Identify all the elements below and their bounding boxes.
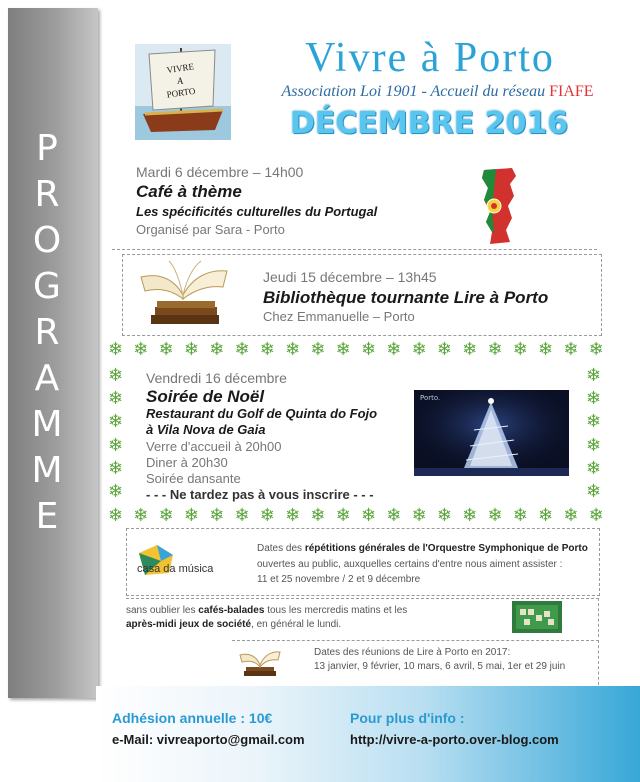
snowflake-icon: ❄ <box>360 505 377 525</box>
banner-letter: P <box>36 128 58 169</box>
programme-letters <box>8 126 86 540</box>
snowflake-icon: ❄ <box>108 365 124 385</box>
snowflake-icon: ❄ <box>411 339 427 359</box>
email-contact: e-Mail: vivreaporto@gmail.com <box>112 732 305 747</box>
snowflake-icon: ❄ <box>310 505 326 525</box>
snowflake-border-left <box>108 366 126 500</box>
banner-letter: E <box>35 496 59 537</box>
christmas-tree-photo <box>414 390 569 476</box>
event-place: Chez Emmanuelle – Porto <box>263 309 415 324</box>
banner-letter: R <box>34 174 60 215</box>
snowflake-icon: ❄ <box>335 339 351 359</box>
snowflake-icon: ❄ <box>462 505 478 525</box>
membership-fee: Adhésion annuelle : 10€ <box>112 710 273 726</box>
event-detail-welcome: Verre d'accueil à 20h00 <box>146 439 282 454</box>
snowflake-icon: ❄ <box>108 339 124 359</box>
footer-contact <box>96 686 640 782</box>
event-date: Mardi 6 décembre – 14h00 <box>136 164 304 180</box>
casa-line1-text: Dates des <box>257 543 305 554</box>
snowflake-icon: ❄ <box>487 505 503 525</box>
snowflake-icon: ❄ <box>108 505 124 525</box>
snowflake-icon: ❄ <box>586 388 602 409</box>
boat-logo <box>135 44 231 140</box>
event-cafe-theme <box>112 150 597 250</box>
banner-letter: G <box>33 266 61 307</box>
snowflake-icon: ❄ <box>538 339 554 359</box>
snowflake-icon: ❄ <box>234 339 250 359</box>
reunions-lire-info <box>232 640 599 685</box>
snowflake-border-top <box>108 340 604 358</box>
svg-text:VIVRE: VIVRE <box>165 61 195 76</box>
banner-letter: R <box>34 312 60 353</box>
snowflake-icon: ❄ <box>586 480 602 501</box>
casa-line1 <box>257 543 588 554</box>
cafes-text: sans oublier les <box>126 605 199 616</box>
cafes-balades-info <box>126 598 599 637</box>
snowflake-icon: ❄ <box>158 339 174 359</box>
snowflake-icon: ❄ <box>512 339 528 359</box>
banner-letter: O <box>32 220 62 261</box>
snowflake-icon: ❄ <box>108 388 124 409</box>
event-subtitle: Les spécificités culturelles du Portugal <box>136 204 378 219</box>
svg-text:PORTO: PORTO <box>166 85 196 100</box>
casa-line3: 11 et 25 novembre / 2 et 9 décembre <box>257 574 421 585</box>
snowflake-icon: ❄ <box>436 339 452 359</box>
event-title: Café à thème <box>136 182 242 201</box>
reunions-line2: 13 janvier, 9 février, 10 mars, 6 avril, 5 mai, 1er et 29 juin <box>314 661 566 672</box>
event-detail-dance: Soirée dansante <box>146 471 241 486</box>
fiafe-label: FIAFE <box>549 83 594 100</box>
snowflake-icon: ❄ <box>563 339 579 359</box>
snowflake-icon: ❄ <box>158 505 174 525</box>
banner-letter: A <box>34 358 60 399</box>
event-title: Soirée de Noël <box>146 387 265 406</box>
event-place-line2: à Vila Nova de Gaia <box>146 422 266 437</box>
snowflake-icon: ❄ <box>108 480 124 501</box>
event-soiree-noel <box>108 338 604 526</box>
snowflake-icon: ❄ <box>183 339 199 359</box>
snowflake-icon: ❄ <box>183 505 199 525</box>
cafes-line2 <box>126 619 341 630</box>
banner-letter: M <box>31 450 63 491</box>
snowflake-icon: ❄ <box>108 457 124 478</box>
christmas-tree-icon <box>414 390 569 476</box>
snowflake-icon: ❄ <box>259 505 275 525</box>
snowflake-icon: ❄ <box>563 505 579 525</box>
snowflake-icon: ❄ <box>285 339 301 359</box>
page-subtitle <box>255 83 620 101</box>
blog-url: http://vivre-a-porto.over-blog.com <box>350 732 559 747</box>
snowflake-icon: ❄ <box>586 457 602 478</box>
event-cta: - - - Ne tardez pas à vous inscrire - - - <box>146 487 374 502</box>
snowflake-icon: ❄ <box>487 339 503 359</box>
snowflake-icon: ❄ <box>133 339 149 359</box>
snowflake-icon: ❄ <box>108 434 124 455</box>
casa-line2: ouvertes au public, auxquelles certains d'entre nous aiment assister : <box>257 559 563 570</box>
snowflake-icon: ❄ <box>586 365 602 385</box>
casa-line1-bold: répétitions générales de l'Orquestre Symphonique de Porto <box>304 543 588 554</box>
more-info-label: Pour plus d'info : <box>350 710 465 726</box>
casa-da-musica-info <box>126 528 600 596</box>
banner-letter: M <box>31 404 63 445</box>
jeux-societe-bold: après-midi jeux de société <box>126 619 252 630</box>
snowflake-icon: ❄ <box>588 505 604 525</box>
board-game-icon <box>512 601 562 633</box>
cafes-text: tous les mercredis matins et les <box>264 605 408 616</box>
snowflake-icon: ❄ <box>209 339 225 359</box>
snowflake-icon: ❄ <box>588 339 604 359</box>
snowflake-border-right <box>586 366 604 500</box>
snowflake-icon: ❄ <box>462 339 478 359</box>
books-small-icon <box>238 645 282 677</box>
snowflake-icon: ❄ <box>411 505 427 525</box>
svg-text:A: A <box>177 76 184 86</box>
event-organizer: Organisé par Sara - Porto <box>136 222 285 237</box>
snowflake-icon: ❄ <box>209 505 225 525</box>
snowflake-icon: ❄ <box>108 411 124 432</box>
snowflake-icon: ❄ <box>133 505 149 525</box>
month-heading: DÉCEMBRE 2016 <box>290 106 569 141</box>
snowflake-icon: ❄ <box>386 505 402 525</box>
subtitle-text: Association Loi 1901 - Accueil du réseau <box>281 83 550 100</box>
snowflake-icon: ❄ <box>512 505 528 525</box>
event-detail-dinner: Diner à 20h30 <box>146 455 228 470</box>
snowflake-icon: ❄ <box>586 411 602 432</box>
snowflake-border-bottom <box>108 506 604 524</box>
snowflake-icon: ❄ <box>436 505 452 525</box>
snowflake-icon: ❄ <box>586 434 602 455</box>
portugal-map-icon <box>476 166 522 246</box>
event-bibliotheque <box>122 254 602 336</box>
event-title: Bibliothèque tournante Lire à Porto <box>263 288 549 307</box>
snowflake-icon: ❄ <box>310 339 326 359</box>
programme-banner <box>8 8 98 698</box>
snowflake-icon: ❄ <box>259 339 275 359</box>
cafes-line1 <box>126 605 407 616</box>
event-place-line1: Restaurant du Golf de Quinta do Fojo <box>146 406 378 421</box>
snowflake-icon: ❄ <box>234 505 250 525</box>
snowflake-icon: ❄ <box>538 505 554 525</box>
books-icon <box>135 259 231 329</box>
casa-da-musica-label: casa da música <box>137 563 214 575</box>
page-title: Vivre à Porto <box>305 35 555 81</box>
cafes-text: , en général le lundi. <box>251 619 342 630</box>
reunions-line1: Dates des réunions de Lire à Porto en 2017: <box>314 647 511 658</box>
event-date: Jeudi 15 décembre – 13h45 <box>263 269 437 285</box>
snowflake-icon: ❄ <box>386 339 402 359</box>
event-date: Vendredi 16 décembre <box>146 370 287 386</box>
snowflake-icon: ❄ <box>360 339 377 359</box>
snowflake-icon: ❄ <box>335 505 351 525</box>
snowflake-icon: ❄ <box>285 505 301 525</box>
cafes-balades-bold: cafés-balades <box>198 605 265 616</box>
